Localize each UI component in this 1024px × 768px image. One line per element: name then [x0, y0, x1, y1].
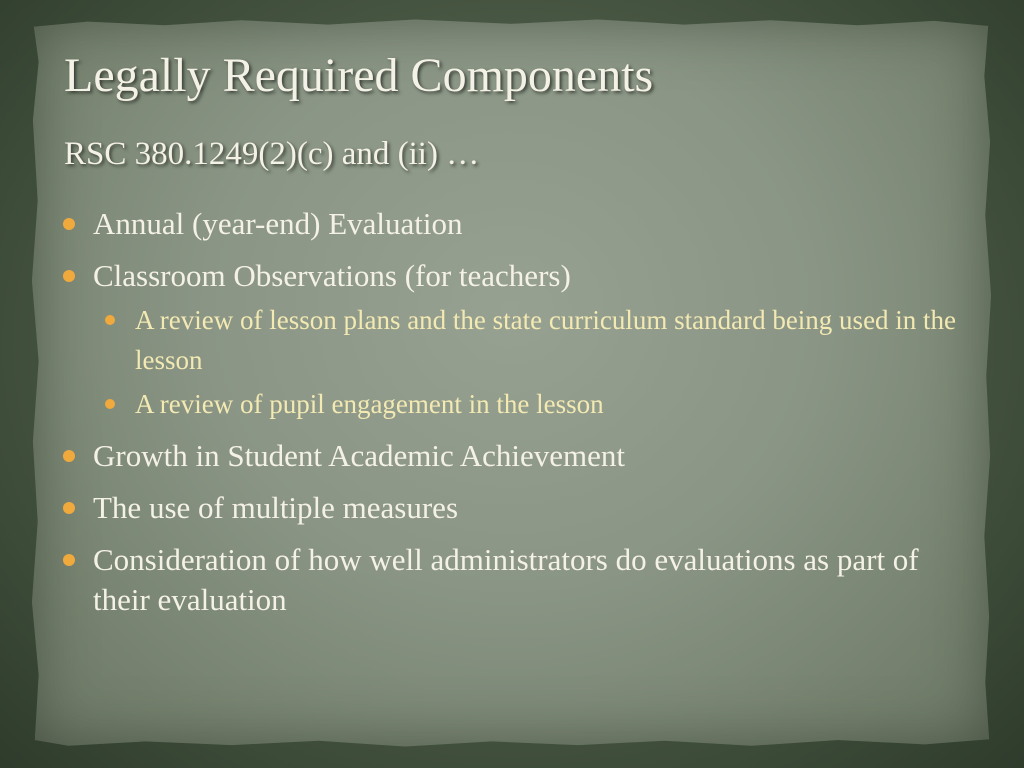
bullet-item-multiple-measures [62, 488, 962, 528]
bullet-dot-icon [63, 502, 75, 514]
slide-title: Legally Required Components [64, 49, 654, 102]
sub-bullet-item-lesson-plans [103, 300, 962, 380]
bullet-text: Classroom Observations (for teachers) [93, 258, 571, 293]
bullet-item-annual-evaluation [62, 204, 962, 244]
bullet-dot-icon [63, 554, 75, 566]
slide-subtitle: RSC 380.1249(2)(c) and (ii) … [64, 136, 480, 172]
sub-bullet-item-pupil-engagement [103, 384, 962, 424]
sub-bullet-list [103, 300, 962, 424]
bullet-dot-icon [63, 218, 75, 230]
bullet-text: Growth in Student Academic Achievement [93, 438, 626, 473]
bullet-list [62, 204, 962, 620]
sub-bullet-text: A review of pupil engagement in the lesson [135, 389, 604, 419]
bullet-item-student-growth [62, 436, 962, 476]
bullet-dot-icon [63, 450, 75, 462]
bullet-text: Annual (year-end) Evaluation [93, 206, 463, 241]
bullet-text: Consideration of how well administrators do evaluations as part of their evaluation [93, 542, 919, 617]
bullet-item-administrator-evaluations [62, 540, 962, 620]
bullet-text: The use of multiple measures [93, 490, 459, 525]
bullet-list-container [62, 204, 962, 632]
bullet-item-classroom-observations [62, 256, 962, 424]
sub-bullet-dot-icon [105, 399, 115, 409]
sub-bullet-text: A review of lesson plans and the state curriculum standard being used in the lesson [135, 305, 957, 375]
bullet-dot-icon [63, 270, 75, 282]
sub-bullet-dot-icon [105, 315, 115, 325]
